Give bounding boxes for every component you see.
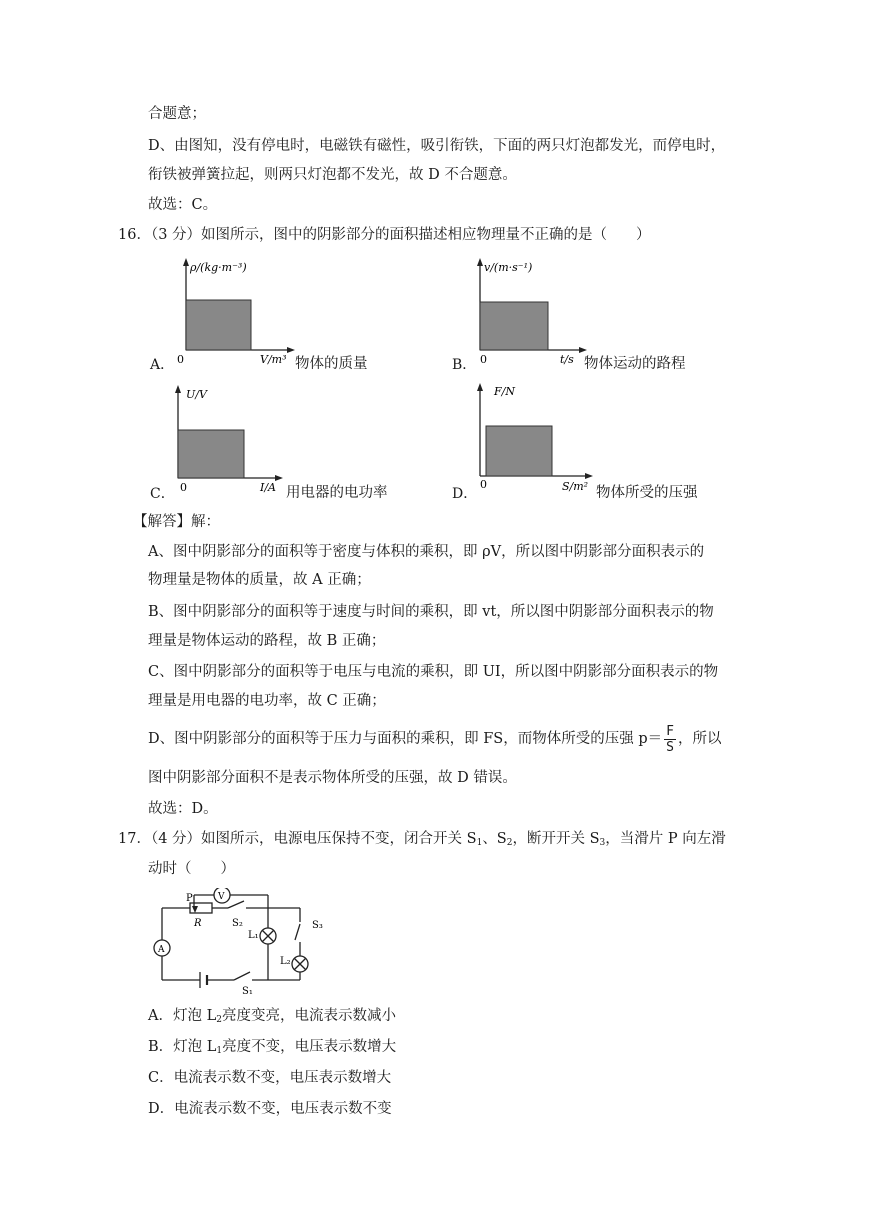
q16-option-d-caption: 物体所受的压强 <box>596 485 698 501</box>
q16-graph-a-ylabel: ρ/(kg·m⁻³) <box>190 261 247 274</box>
prev-answer-choice: 故选：C。 <box>148 197 218 213</box>
circuit-label-s1: S₁ <box>242 986 253 996</box>
q17-option-a-rest: 亮度变亮，电流表示数减小 <box>221 1008 396 1024</box>
q16-answer: 故选：D。 <box>148 801 218 817</box>
q16-graph-d-ylabel: F/N <box>494 385 515 398</box>
q17-option-b-sub: 1 <box>216 1046 223 1056</box>
q17-stem-line1 <box>118 829 726 853</box>
pressure-fraction-den: S <box>666 739 674 755</box>
q16-graph-a-origin: 0 <box>177 353 184 366</box>
q16-graph-d-origin: 0 <box>480 478 487 491</box>
q16-solution-c1: C、图中阴影部分的面积等于电压与电流的乘积，即 UI，所以图中阴影部分面积表示的物 <box>148 664 719 680</box>
q17-stem-part-b: 、S <box>482 831 507 847</box>
q17-stem-part-c: ，断开开关 S <box>512 831 600 847</box>
prev-answer-line3: 衔铁被弹簧拉起，则两只灯泡都不发光，故 D 不合题意。 <box>148 167 517 183</box>
q16-option-c-letter: C． <box>150 486 175 502</box>
q17-option-a-sub: 2 <box>216 1015 222 1025</box>
ammeter-label: A <box>158 945 165 955</box>
q16-graph-c-xlabel: I/A <box>260 481 276 494</box>
q17-option-c: C．电流表示数不变，电压表示数增大 <box>148 1070 392 1086</box>
pressure-fraction <box>664 724 676 755</box>
q16-graph-c-origin: 0 <box>180 481 187 494</box>
q16-solution-c2: 理量是用电器的电功率，故 C 正确； <box>148 693 386 709</box>
q17-stem-sub3: 3 <box>599 838 606 848</box>
q17-option-b-rest: 亮度不变，电压表示数增大 <box>222 1039 397 1055</box>
q16-graph-b-ylabel: v/(m·s⁻¹) <box>484 261 533 274</box>
q16-solution-a1: A、图中阴影部分的面积等于密度与体积的乘积，即 ρV，所以图中阴影部分面积表示的 <box>148 544 705 560</box>
q17-option-a-text: A．灯泡 L <box>148 1008 217 1024</box>
q16-graph-a-xlabel: V/m³ <box>260 353 287 366</box>
q16-option-b-letter: B． <box>452 357 477 373</box>
circuit-label-l1: L₁ <box>248 930 259 941</box>
circuit-label-s3: S₃ <box>312 920 323 931</box>
q16-solution-d1-tail: ，所以 <box>677 731 722 747</box>
q17-stem-sub2: 2 <box>506 838 513 848</box>
q17-option-b-text: B．灯泡 L <box>148 1039 217 1055</box>
circuit-label-s2: S₂ <box>232 918 243 929</box>
q17-option-b <box>148 1037 396 1061</box>
q16-graph-c <box>168 380 293 498</box>
q16-graph-a <box>168 255 298 370</box>
q17-stem-part-d: ，当滑片 P 向左滑 <box>605 831 726 847</box>
circuit-label-l2: L₂ <box>280 956 291 967</box>
q17-circuit-diagram <box>150 888 325 996</box>
q16-option-a-caption: 物体的质量 <box>295 356 368 372</box>
prev-answer-line1: 合题意； <box>148 106 206 122</box>
pressure-fraction-num: F <box>666 723 674 739</box>
voltmeter-label: V <box>218 892 225 902</box>
q16-option-b-caption: 物体运动的路程 <box>584 356 686 372</box>
q17-stem-line2: 动时（ ） <box>148 861 235 877</box>
q17-stem-part-a: 17．（4 分）如图所示，电源电压保持不变，闭合开关 S <box>118 831 477 847</box>
q16-graph-b <box>470 255 600 370</box>
q16-solution-b2: 理量是物体运动的路程，故 B 正确； <box>148 633 386 649</box>
q16-solution-d1 <box>148 722 721 756</box>
q17-stem-sub1: 1 <box>476 838 483 848</box>
q16-graph-b-xlabel: t/s <box>560 353 574 366</box>
q16-graph-c-ylabel: U/V <box>186 388 207 401</box>
q17-option-d: D．电流表示数不变，电压表示数不变 <box>148 1101 392 1117</box>
q16-solution-b1: B、图中阴影部分的面积等于速度与时间的乘积，即 vt，所以图中阴影部分面积表示的物 <box>148 604 714 620</box>
q16-option-d-letter: D． <box>452 486 478 502</box>
q16-option-c-caption: 用电器的电功率 <box>286 485 388 501</box>
q17-option-a <box>148 1006 396 1030</box>
q16-solution-d1-text: D、图中阴影部分的面积等于压力与面积的乘积，即 FS，而物体所受的压强 p＝ <box>148 731 663 747</box>
q16-graph-d-xlabel: S/m² <box>562 480 589 493</box>
q16-graph-b-origin: 0 <box>480 353 487 366</box>
q16-solution-head: 【解答】解： <box>133 514 220 530</box>
prev-answer-line2: D、由图知，没有停电时，电磁铁有磁性，吸引衔铁，下面的两只灯泡都发光，而停电时， <box>148 138 726 154</box>
q16-solution-a2: 物理量是物体的质量，故 A 正确； <box>148 572 371 588</box>
circuit-label-r: R <box>194 918 202 929</box>
q16-stem: 16．（3 分）如图所示，图中的阴影部分的面积描述相应物理量不正确的是（ ） <box>118 227 651 243</box>
q16-option-a-letter: A． <box>150 357 175 373</box>
circuit-label-p: P <box>186 893 193 904</box>
q16-graph-d <box>470 380 605 498</box>
q16-solution-d2: 图中阴影部分面积不是表示物体所受的压强，故 D 错误。 <box>148 770 517 786</box>
